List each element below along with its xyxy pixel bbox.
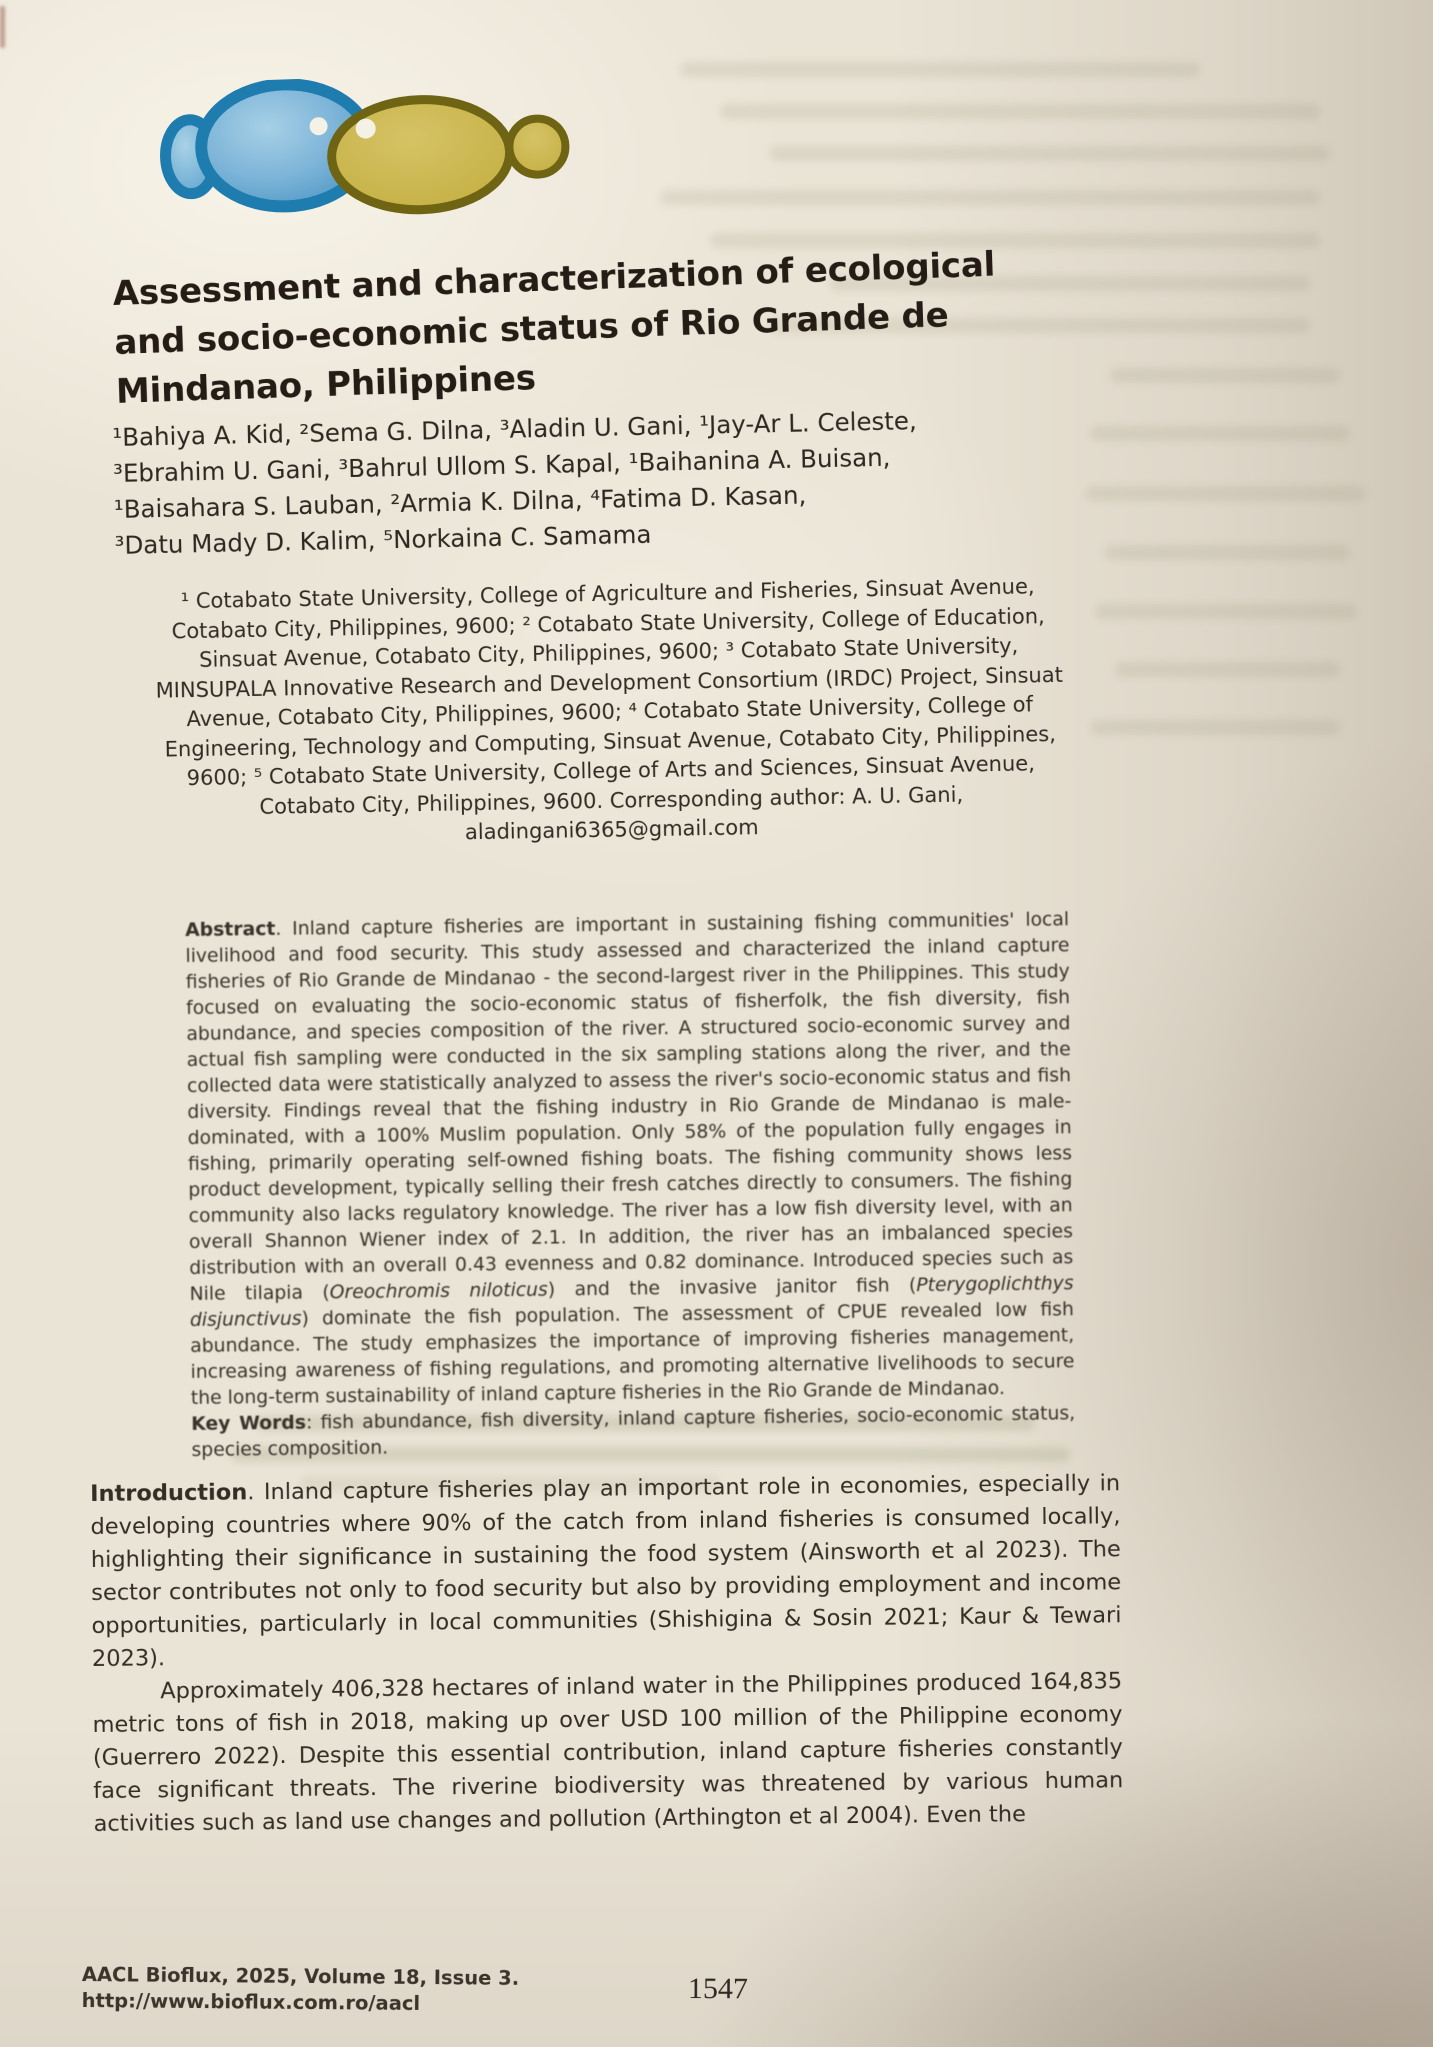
introduction-paragraph: Introduction. Inland capture fisheries play an important role in economies, especially in developing countries where 90% of the catch from inland fisheries is consumed locally, highlighting their significance in sustaining the food system (Ainsworth et al 2023). The sector contributes not only to food security but also by providing employment and income opportunities, particularly in local communities (Shishigina & Sosin 2021; Kaur & Tewari 2023). (90, 1470, 1122, 1672)
introduction-section (90, 1467, 1124, 1841)
affiliations: ¹ Cotabato State University, College of Agriculture and Fisheries, Sinsuat Avenue, Cotabato City, Philippines, 9600; ² Cotabato State University, College of Education, Sinsuat Avenue, Cotabato City, Philippines, 9600; ³ Cotabato State University, MINSUPALA Innovative Research and Development Consortium (IRDC) Project, Sinsuat Avenue, Cotabato City, Philippines, 9600; ⁴ Cotabato State University, College of Engineering, Technology and Computing, Sinsuat Avenue, Cotabato City, Philippines, 9600; ⁵ Cotabato State University, College of Arts and Sciences, Sinsuat Avenue, Cotabato City, Philippines, 9600. Corresponding author: A. U. Gani, aladingani6365@gmail.com (155, 574, 1064, 845)
title-line: and socio-economic status of Rio Grande de (113, 295, 950, 363)
author-line: ¹Baisahara S. Lauban, ²Armia K. Dilna, ⁴Fatima D. Kasan, (113, 480, 807, 524)
abstract-section (185, 907, 1076, 1464)
keywords-line: Key Words: fish abundance, fish diversity, inland capture fisheries, socio-economic status, species composition. (191, 1403, 1076, 1461)
title-line: Mindanao, Philippines (115, 358, 537, 412)
abstract-paragraph: Abstract. Inland capture fisheries are important in sustaining fishing communities' local livelihood and food security. This study assessed and characterized the inland capture fisheries of Rio Grande de Mindanao - the second-largest river in the Philippines. This study focused on evaluating the socio-economic status of fisherfolk, the fish diversity, fish abundance, and species composition of the river. A structured socio-economic survey and actual fish sampling were conducted in the six sampling stations along the river, and the collected data were statistically analyzed to assess the river's socio-economic status and fish diversity. Findings reveal that the fishing industry in Rio Grande de Mindanao is male-dominated, with a 100% Muslim population. Only 58% of the population fully engages in fishing, primarily operating self-owned fishing boats. The fishing community shows less product development, typically selling their fresh catches directly to consumers. The fishing community also lacks regulatory knowledge. The river has a low fish diversity level, with an overall Shannon Wiener index of 2.1. In addition, the river has an imbalanced species distribution with an overall 0.43 evenness and 0.82 dominance. Introduced species such as Nile tilapia (Oreochromis niloticus) and the invasive janitor fish (Pterygoplichthys disjunctivus) dominate the fish population. The assessment of CPUE revealed low fish abundance. The study emphasizes the importance of improving fisheries management, increasing awareness of fishing regulations, and promoting alternative livelihoods to secure the long-term sustainability of inland capture fisheries in the Rio Grande de Mindanao. (185, 909, 1075, 1409)
introduction-paragraph: Approximately 406,328 hectares of inland water in the Philippines produced 164,835 metric tons of fish in 2018, making up over USD 100 million of the Philippine economy (Guerrero 2022). Despite this essential contribution, inland capture fisheries constantly face significant threats. The riverine biodiversity was threatened by various human activities such as land use changes and pollution (Arthington et al 2004). Even the (92, 1668, 1124, 1837)
journal-logo (152, 69, 575, 231)
photo-edge-artifact (0, 6, 5, 48)
title-line: Assessment and characterization of ecological (112, 244, 996, 314)
page-number: 1547 (687, 1972, 748, 2006)
author-line: ³Ebrahim U. Gani, ³Bahrul Ullom S. Kapal, ¹Baihanina A. Buisan, (112, 442, 891, 488)
author-line: ¹Bahiya A. Kid, ²Sema G. Dilna, ³Aladin U. Gani, ¹Jay-Ar L. Celeste, (112, 406, 918, 452)
author-list (112, 399, 1115, 564)
author-line: ³Datu Mady D. Kalim, ⁵Norkaina C. Samama (114, 519, 652, 560)
two-fish-logo-icon (152, 69, 575, 231)
journal-citation: AACL Bioflux, 2025, Volume 18, Issue 3. (81, 1963, 520, 1990)
journal-footer (82, 1962, 682, 2019)
journal-url: http://www.bioflux.com.ro/aacl (81, 1988, 421, 2015)
